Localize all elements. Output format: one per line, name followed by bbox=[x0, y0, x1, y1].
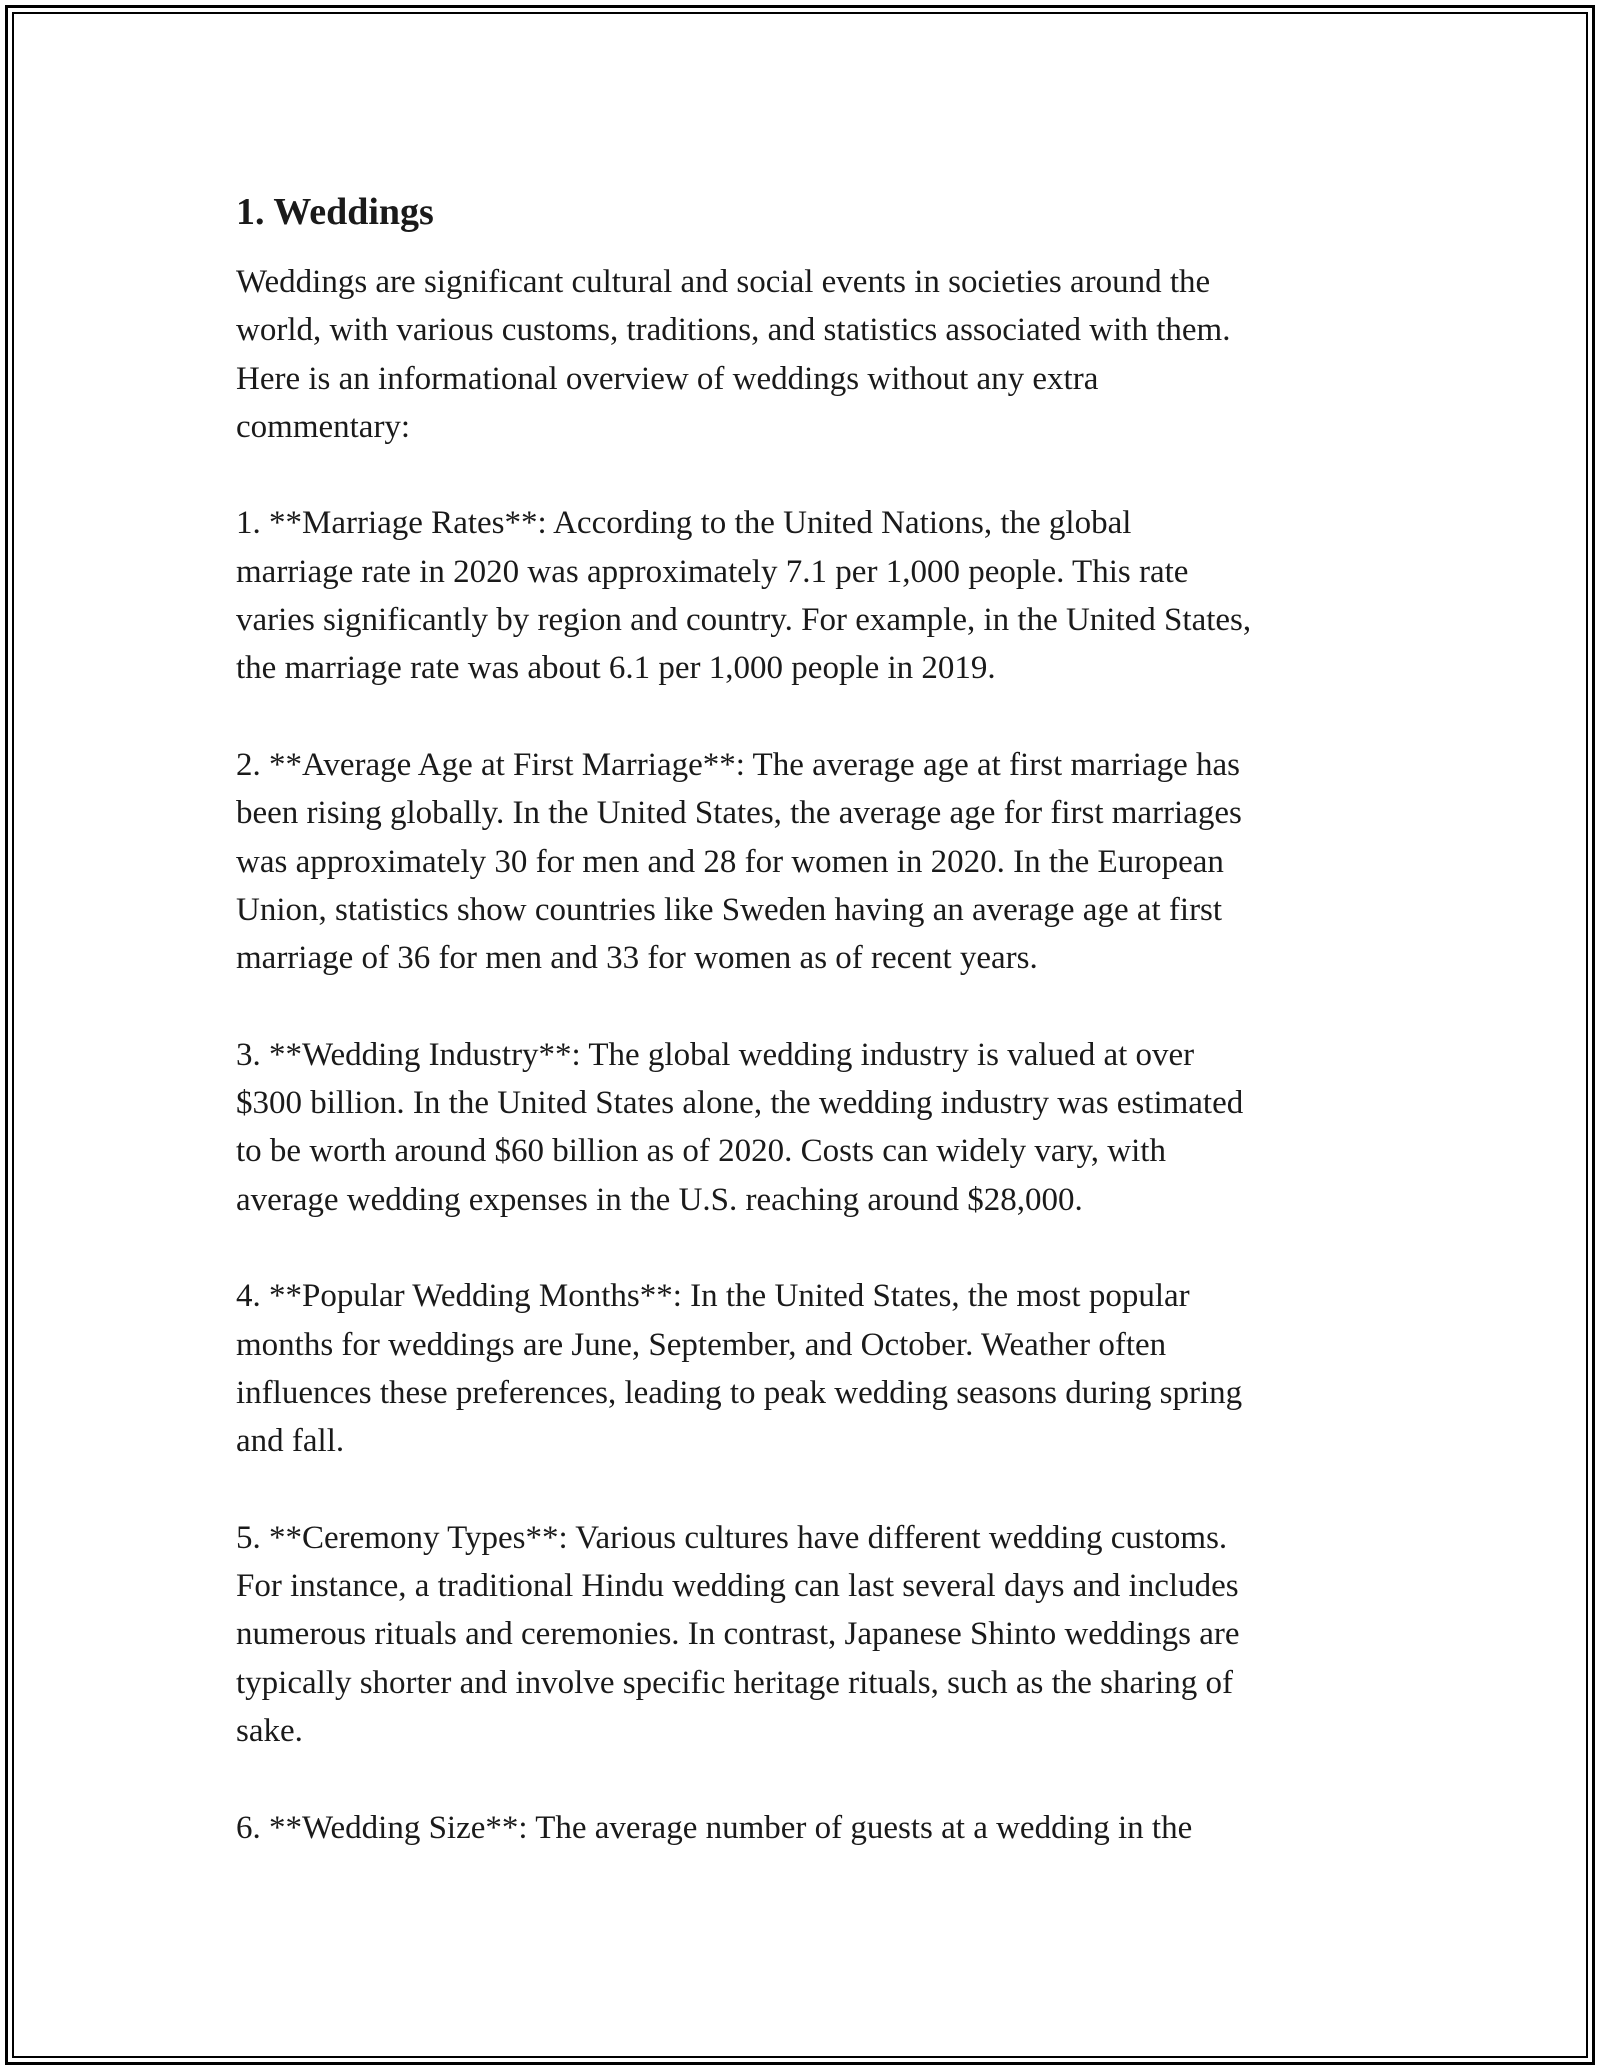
wedding-industry-paragraph: 3. **Wedding Industry**: The global wedding industry is valued at over $300 billion. In the United States alone, the wedding industry was estimated to be worth around $60 billion as of 2020. Costs can widely vary, with average wedding expenses in the U.S. reaching around $28,000. bbox=[236, 1036, 1244, 1218]
document-body bbox=[236, 186, 1386, 1900]
intro-paragraph: Weddings are significant cultural and social events in societies around the world, with various customs, traditions, and statistics associated with them. Here is an informational overview of weddings without any extra commentary: bbox=[236, 264, 1231, 445]
wedding-size-paragraph: 6. **Wedding Size**: The average number of guests at a wedding in the bbox=[236, 1809, 1193, 1846]
average-age-paragraph: 2. **Average Age at First Marriage**: The average age at first marriage has been rising globally. In the United States, the average age for first marriages was approximately 30 for men and 28 for women in 2020. In the European Union, statistics show countries like Sweden having an average age at first marriage of 36 for men and 33 for women as of recent years. bbox=[236, 746, 1242, 977]
marriage-rates-paragraph: 1. **Marriage Rates**: According to the United Nations, the global marriage rate in 2020 was approximately 7.1 per 1,000 people. This rate varies significantly by region and country. For example, in the United States, the marriage rate was about 6.1 per 1,000 people in 2019. bbox=[236, 505, 1252, 687]
section-heading: 1. Weddings bbox=[236, 191, 434, 233]
ceremony-types-paragraph: 5. **Ceremony Types**: Various cultures have different wedding customs. For instance, a traditional Hindu wedding can last several days and includes numerous rituals and ceremonies. In contrast, Japanese Shinto weddings are typically shorter and involve specific heritage rituals, such as the sharing of sake. bbox=[236, 1519, 1240, 1749]
popular-months-paragraph: 4. **Popular Wedding Months**: In the United States, the most popular months for weddings are June, September, and October. Weather often influences these preferences, leading to peak wedding seasons during spring and fall. bbox=[236, 1278, 1243, 1460]
